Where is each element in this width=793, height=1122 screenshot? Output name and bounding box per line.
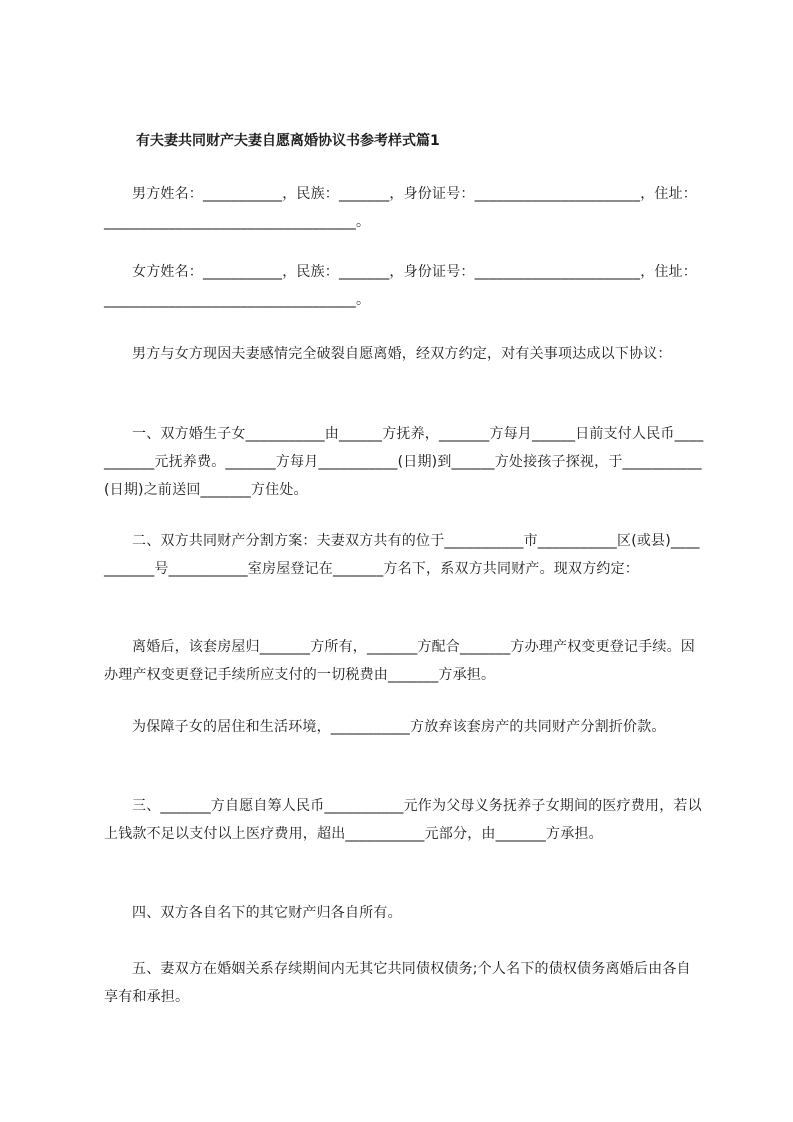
paragraph-clause-medical-expenses: 三、_______方自愿自筹人民币___________元作为父母义务抚养子女期间的医疗费用，若以上钱款不足以支付以上医疗费用，超出___________元部分，由_______方承担。: [104, 798, 702, 842]
paragraph-male-party-info: 男方姓名：___________，民族：_______，身份证号：_______________________，住址：___________________________________。: [104, 186, 697, 230]
paragraph-house-ownership: 离婚后，该套房屋归_______方所有，_______方配合_______方办理产权变更登记手续。因办理产权变更登记手续所应支付的一切税费由_______方承担。: [104, 639, 695, 683]
paragraph-clause-separate-property: 四、双方各自名下的其它财产归各自所有。: [132, 905, 402, 921]
paragraph-waiver-compensation: 为保障子女的居住和生活环境，___________方放弃该套房产的共同财产分割折价款。: [132, 719, 666, 735]
paragraph-clause-debts: 五、妻双方在婚姻关系存续期间内无其它共同债权债务;个人名下的债权债务离婚后由各自享有和承担。: [104, 961, 691, 1005]
paragraph-agreement-intro: 男方与女方现因夫妻感情完全破裂自愿离婚，经双方约定，对有关事项达成以下协议：: [132, 346, 672, 362]
paragraph-clause-property-division: 二、双方共同财产分割方案：夫妻双方共有的位于___________市___________区(或县)___________号___________室房屋登记在_______方名下，系双方共同财产。现双方约定：: [104, 533, 700, 577]
paragraph-clause-child-custody: 一、双方婚生子女___________由______方抚养，_______方每月______日前支付人民币___________元抚养费。_______方每月___________(日期)到______方处接孩子探视，于___________(日期)之前送回_______方住处。: [104, 426, 704, 498]
paragraph-female-party-info: 女方姓名：___________，民族：_______，身份证号：_______________________，住址：___________________________________。: [104, 264, 697, 308]
document-title: 有夫妻共同财产夫妻自愿离婚协议书参考样式篇1: [136, 133, 440, 149]
